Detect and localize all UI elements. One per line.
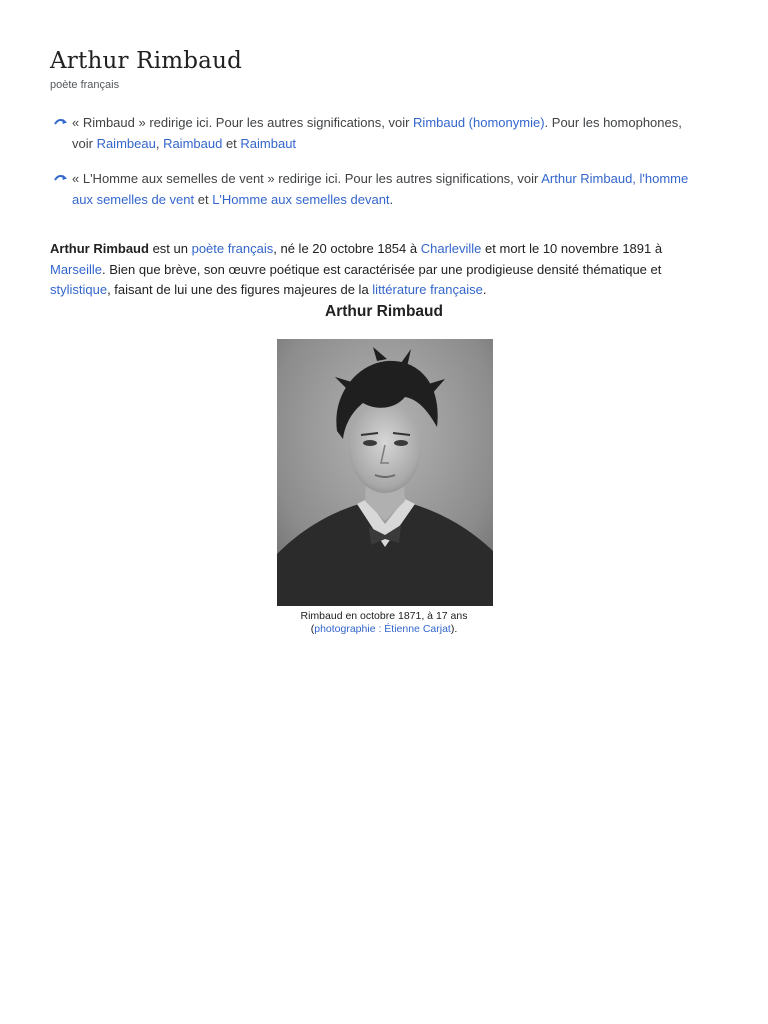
hatnote-text: et: [222, 136, 241, 151]
caption-paren: ).: [450, 623, 458, 635]
caption-line: Rimbaud en octobre 1871, à 17 ans: [300, 610, 468, 622]
link-charleville[interactable]: Charleville: [420, 241, 482, 256]
caption-paren: (: [310, 623, 315, 635]
intro-bold-name: Arthur Rimbaud: [50, 241, 149, 256]
link-litterature-francaise[interactable]: littérature française: [372, 282, 483, 297]
link-poete-francais[interactable]: poète français: [191, 241, 274, 256]
intro-text: .: [482, 282, 487, 297]
hatnote-text: « Rimbaud » redirige ici. Pour les autres significations, voir: [72, 115, 414, 130]
link-marseille[interactable]: Marseille: [50, 261, 103, 277]
intro-paragraph: [50, 239, 700, 301]
hatnote-semelles: [72, 168, 700, 210]
link-raimbaud[interactable]: Raimbaud: [163, 136, 223, 151]
intro-text: est un: [148, 241, 192, 256]
link-raimbaut[interactable]: Raimbaut: [240, 136, 297, 151]
portrait-caption: [50, 610, 718, 636]
page-subtitle: poète français: [50, 79, 120, 91]
portrait-photo[interactable]: [277, 339, 493, 606]
hatnote-text: . Pour les homophones, voir: [72, 115, 682, 151]
link-photo-carjat[interactable]: photographie : Étienne Carjat: [314, 623, 451, 635]
link-rimbaud-homonymie[interactable]: Rimbaud (homonymie): [413, 115, 545, 130]
infobox-title: Arthur Rimbaud: [325, 303, 443, 320]
redirect-arrow-icon: [54, 172, 68, 184]
link-semelles-devant[interactable]: L'Homme aux semelles devant: [212, 192, 390, 207]
caption-credit: [50, 623, 718, 636]
intro-text: et mort le 10 novembre 1891 à: [481, 241, 663, 256]
intro-text: . Bien que brève, son œuvre poétique est caractérisée par une prodigieuse densité thématique et: [102, 261, 662, 277]
redirect-arrow-icon: [54, 116, 68, 128]
intro-text: , faisant de lui une des figures majeures de la: [107, 282, 373, 297]
intro-text: , né le 20 octobre 1854 à: [273, 241, 421, 256]
hatnote-text: « L'Homme aux semelles de vent » redirige ici. Pour les autres significations, voir: [72, 171, 542, 186]
hatnote-text: .: [389, 192, 394, 207]
link-semelles-de-vent-film[interactable]: Arthur Rimbaud, l'homme aux semelles de vent: [72, 171, 689, 207]
hatnote-text: et: [194, 192, 213, 207]
link-raimbeau[interactable]: Raimbeau: [96, 136, 156, 151]
hatnote-text: ,: [155, 136, 164, 151]
page-title: Arthur Rimbaud: [50, 48, 243, 74]
link-stylistique[interactable]: stylistique: [50, 282, 108, 297]
portrait-image: [277, 339, 493, 606]
hatnote-rimbaud: [72, 112, 700, 154]
